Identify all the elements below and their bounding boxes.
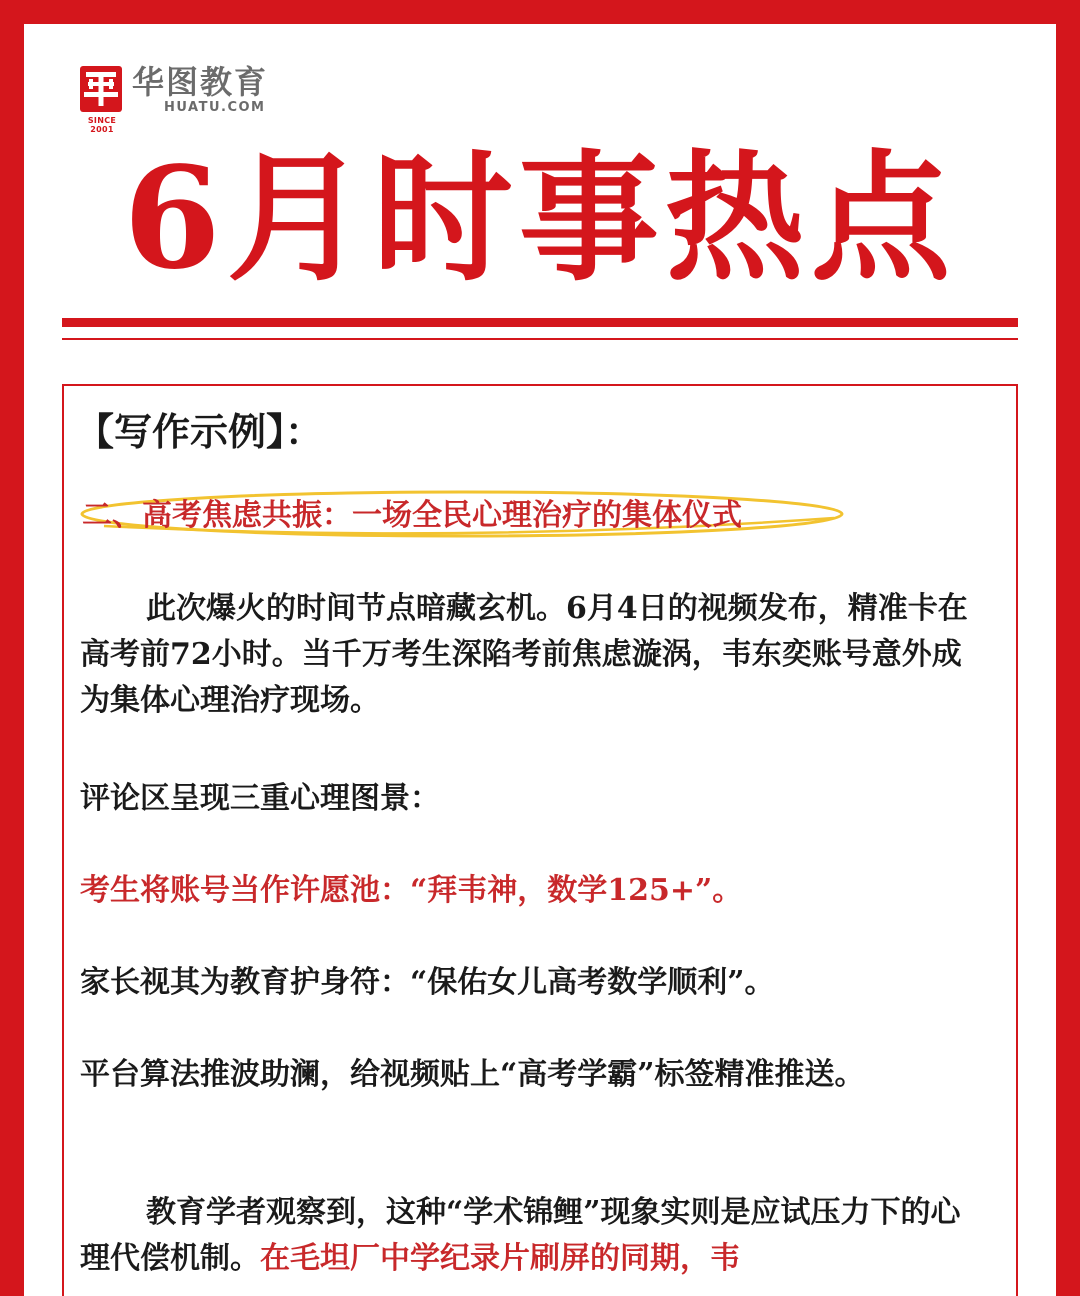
brand-name: 华图教育 xyxy=(132,63,269,101)
paragraph-students: 考生将账号当作许愿池：“拜韦神，数学125+”。 xyxy=(80,873,743,908)
paragraph-parents: 家长视其为教育护身符：“保佑女儿高考数学顺利”。 xyxy=(80,965,775,1000)
section-label: 【写作示例】： xyxy=(76,409,324,454)
huatu-logo-icon xyxy=(80,66,122,112)
title-divider-thin xyxy=(62,338,1018,340)
paragraph-scholar xyxy=(80,1190,990,1282)
paragraph-scholar-highlight: 在毛坦厂中学纪录片刷屏的同期，韦 xyxy=(260,1241,740,1276)
page xyxy=(24,24,1056,1296)
content-box xyxy=(62,384,1018,1296)
brand-domain: HUATU.COM xyxy=(164,100,266,115)
brand-since: SINCE 2001 xyxy=(87,116,117,134)
page-title: 6月时事热点 xyxy=(123,137,957,301)
paragraph-intro: 此次爆火的时间节点暗藏玄机。6月4日的视频发布，精准卡在高考前72小时。当千万考生深陷考前焦虑漩涡，韦东奕账号意外成为集体心理治疗现场。 xyxy=(80,591,968,718)
section-heading: 二、高考焦虑共振：一场全民心理治疗的集体仪式 xyxy=(82,498,742,533)
paragraph-platform: 平台算法推波助澜，给视频贴上“高考学霸”标签精准推送。 xyxy=(80,1057,865,1092)
title-divider-thick xyxy=(62,318,1018,327)
paragraph-list-intro: 评论区呈现三重心理图景： xyxy=(80,781,440,816)
paragraph-scholar-text: 教育学者观察到，这种“学术锦鲤”现象实则是应试压力下的心理代偿机制。 xyxy=(80,1195,961,1276)
section-heading-block xyxy=(74,488,854,544)
